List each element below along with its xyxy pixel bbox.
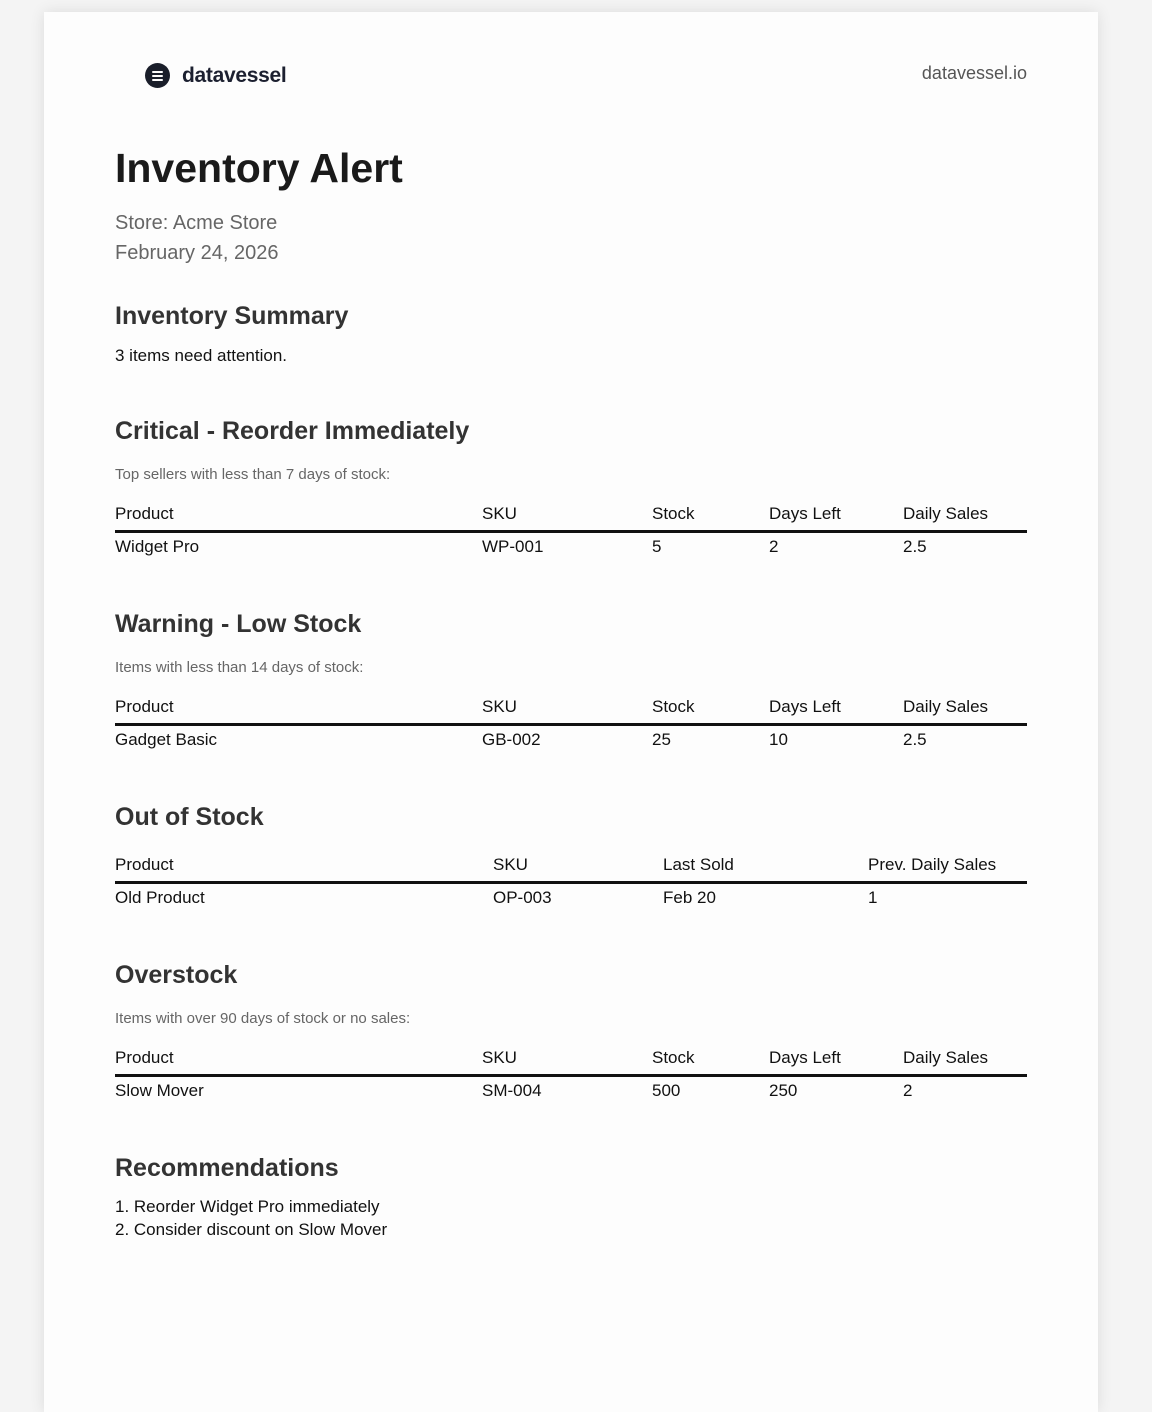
critical-table [115,497,1027,560]
days-left-cell: 2 [769,536,779,556]
days-left-cell: 10 [769,729,788,749]
product-cell: Slow Mover [115,1080,204,1100]
out-of-stock-heading: Out of Stock [115,803,264,831]
report-title: Inventory Alert [115,145,403,191]
stock-cell: 5 [652,536,662,556]
critical-description: Top sellers with less than 7 days of stock: [115,466,391,483]
report-meta [115,208,1027,268]
table-header-row [115,690,1027,725]
summary-text: 3 items need attention. [115,346,288,365]
sku-cell: OP-003 [493,887,552,907]
table-row [115,883,1027,912]
column-header: Daily Sales [903,690,1027,725]
stock-cell: 500 [652,1080,681,1100]
overstock-table [115,1041,1027,1104]
store-name: Store: Acme Store [115,212,278,234]
stock-cell: 25 [652,729,671,749]
table-header-row [115,497,1027,532]
recommendations-heading: Recommendations [115,1154,339,1182]
column-header: Days Left [769,497,903,532]
brand-name: datavessel [182,63,287,87]
column-header: SKU [493,848,663,883]
warning-section [115,609,1027,753]
column-header: Last Sold [663,848,868,883]
report-content [115,142,1027,1241]
overstock-description: Items with over 90 days of stock or no sales: [115,1010,411,1027]
table-row [115,725,1027,754]
column-header: Product [115,497,482,532]
column-header: SKU [482,690,652,725]
column-header: Stock [652,690,769,725]
column-header: Daily Sales [903,1041,1027,1076]
days-left-cell: 250 [769,1080,798,1100]
table-header-row [115,1041,1027,1076]
daily-sales-cell: 2.5 [903,729,927,749]
table-row [115,1076,1027,1105]
warning-heading: Warning - Low Stock [115,610,362,638]
column-header: Prev. Daily Sales [868,848,1027,883]
recommendations-section [115,1153,1027,1241]
column-header: Product [115,848,493,883]
column-header: Product [115,1041,482,1076]
column-header: SKU [482,1041,652,1076]
sku-cell: SM-004 [482,1080,542,1100]
warning-table [115,690,1027,753]
column-header: SKU [482,497,652,532]
column-header: Product [115,690,482,725]
report-page [44,12,1098,1412]
list-item: 2. Consider discount on Slow Mover [115,1220,388,1239]
warning-description: Items with less than 14 days of stock: [115,659,364,676]
column-header: Daily Sales [903,497,1027,532]
list-item: 1. Reorder Widget Pro immediately [115,1197,380,1216]
datavessel-logo-icon [145,63,170,88]
prev-daily-sales-cell: 1 [868,887,878,907]
report-date: February 24, 2026 [115,242,279,264]
product-cell: Widget Pro [115,536,200,556]
out-of-stock-section [115,802,1027,911]
column-header: Days Left [769,690,903,725]
daily-sales-cell: 2.5 [903,536,927,556]
daily-sales-cell: 2 [903,1080,913,1100]
column-header: Stock [652,1041,769,1076]
last-sold-cell: Feb 20 [663,887,716,907]
out-of-stock-table [115,848,1027,911]
product-cell: Gadget Basic [115,729,218,749]
critical-heading: Critical - Reorder Immediately [115,417,470,445]
recommendations-list [115,1195,1027,1241]
summary-section [115,301,1027,367]
overstock-heading: Overstock [115,961,238,989]
critical-section [115,416,1027,560]
brand-url: datavessel.io [921,63,1027,83]
sku-cell: GB-002 [482,729,541,749]
column-header: Days Left [769,1041,903,1076]
sku-cell: WP-001 [482,536,544,556]
product-cell: Old Product [115,887,205,907]
column-header: Stock [652,497,769,532]
table-row [115,532,1027,561]
overstock-section [115,960,1027,1104]
summary-heading: Inventory Summary [115,302,349,330]
table-header-row [115,848,1027,883]
brand-logo [145,63,286,88]
